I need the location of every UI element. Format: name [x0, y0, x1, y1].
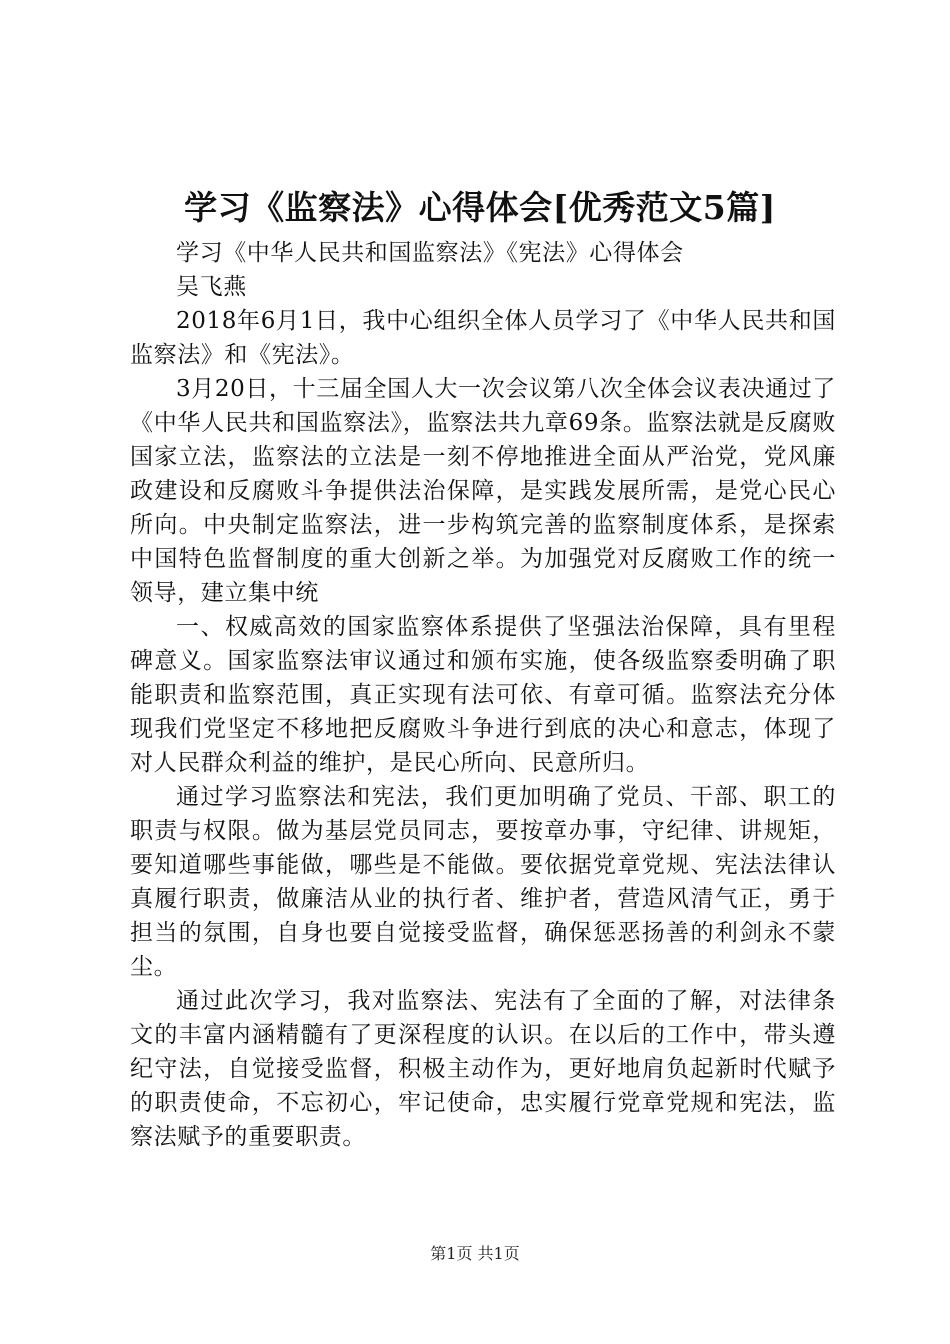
body-paragraph: 通过此次学习，我对监察法、宪法有了全面的了解，对法律条文的丰富内涵精髓有了更深程度的认识。在以后的工作中，带头遵纪守法，自觉接受监督，积极主动作为，更好地肩负起新时代赋予的职责使命，不忘初心，牢记使命，忠实履行党章党规和宪法，监察法赋予的重要职责。 — [130, 988, 836, 1150]
body-paragraph: 3月20日，十三届全国人大一次会议第八次全体会议表决通过了《中华人民共和国监察法》，监察法共九章69条。监察法就是反腐败国家立法，监察法的立法是一刻不停地推进全面从严治党，党风廉政建设和反腐败斗争提供法治保障，是实践发展所需，是党心民心所向。中央制定监察法，进一步构筑完善的监察制度体系，是探索中国特色监督制度的重大创新之举。为加强党对反腐败工作的统一领导，建立集中统 — [130, 376, 836, 606]
author-name: 吴飞燕 — [176, 274, 247, 300]
page-number-footer: 第1页 共1页 — [430, 1244, 520, 1263]
body-paragraph: 通过学习监察法和宪法，我们更加明确了党员、干部、职工的职责与权限。做为基层党员同志，要按章办事，守纪律、讲规矩，要知道哪些事能做，哪些是不能做。要依据党章党规、宪法法律认真履行职责，做廉洁从业的执行者、维护者，营造风清气正，勇于担当的氛围，自身也要自觉接受监督，确保惩恶扬善的利剑永不蒙尘。 — [130, 784, 836, 980]
subtitle-paragraph: 学习《中华人民共和国监察法》《宪法》心得体会 — [176, 240, 684, 266]
body-paragraph: 一、权威高效的国家监察体系提供了坚强法治保障，具有里程碑意义。国家监察法审议通过和颁布实施，使各级监察委明确了职能职责和监察范围，真正实现有法可依、有章可循。监察法充分体现我们党坚定不移地把反腐败斗争进行到底的决心和意志，体现了对人民群众利益的维护，是民心所向、民意所归。 — [130, 614, 836, 776]
document-title: 学习《监察法》心得体会[优秀范文5篇] — [184, 188, 776, 227]
document-body — [130, 236, 836, 1154]
body-paragraph: 2018年6月1日，我中心组织全体人员学习了《中华人民共和国监察法》和《宪法》。 — [130, 308, 836, 368]
